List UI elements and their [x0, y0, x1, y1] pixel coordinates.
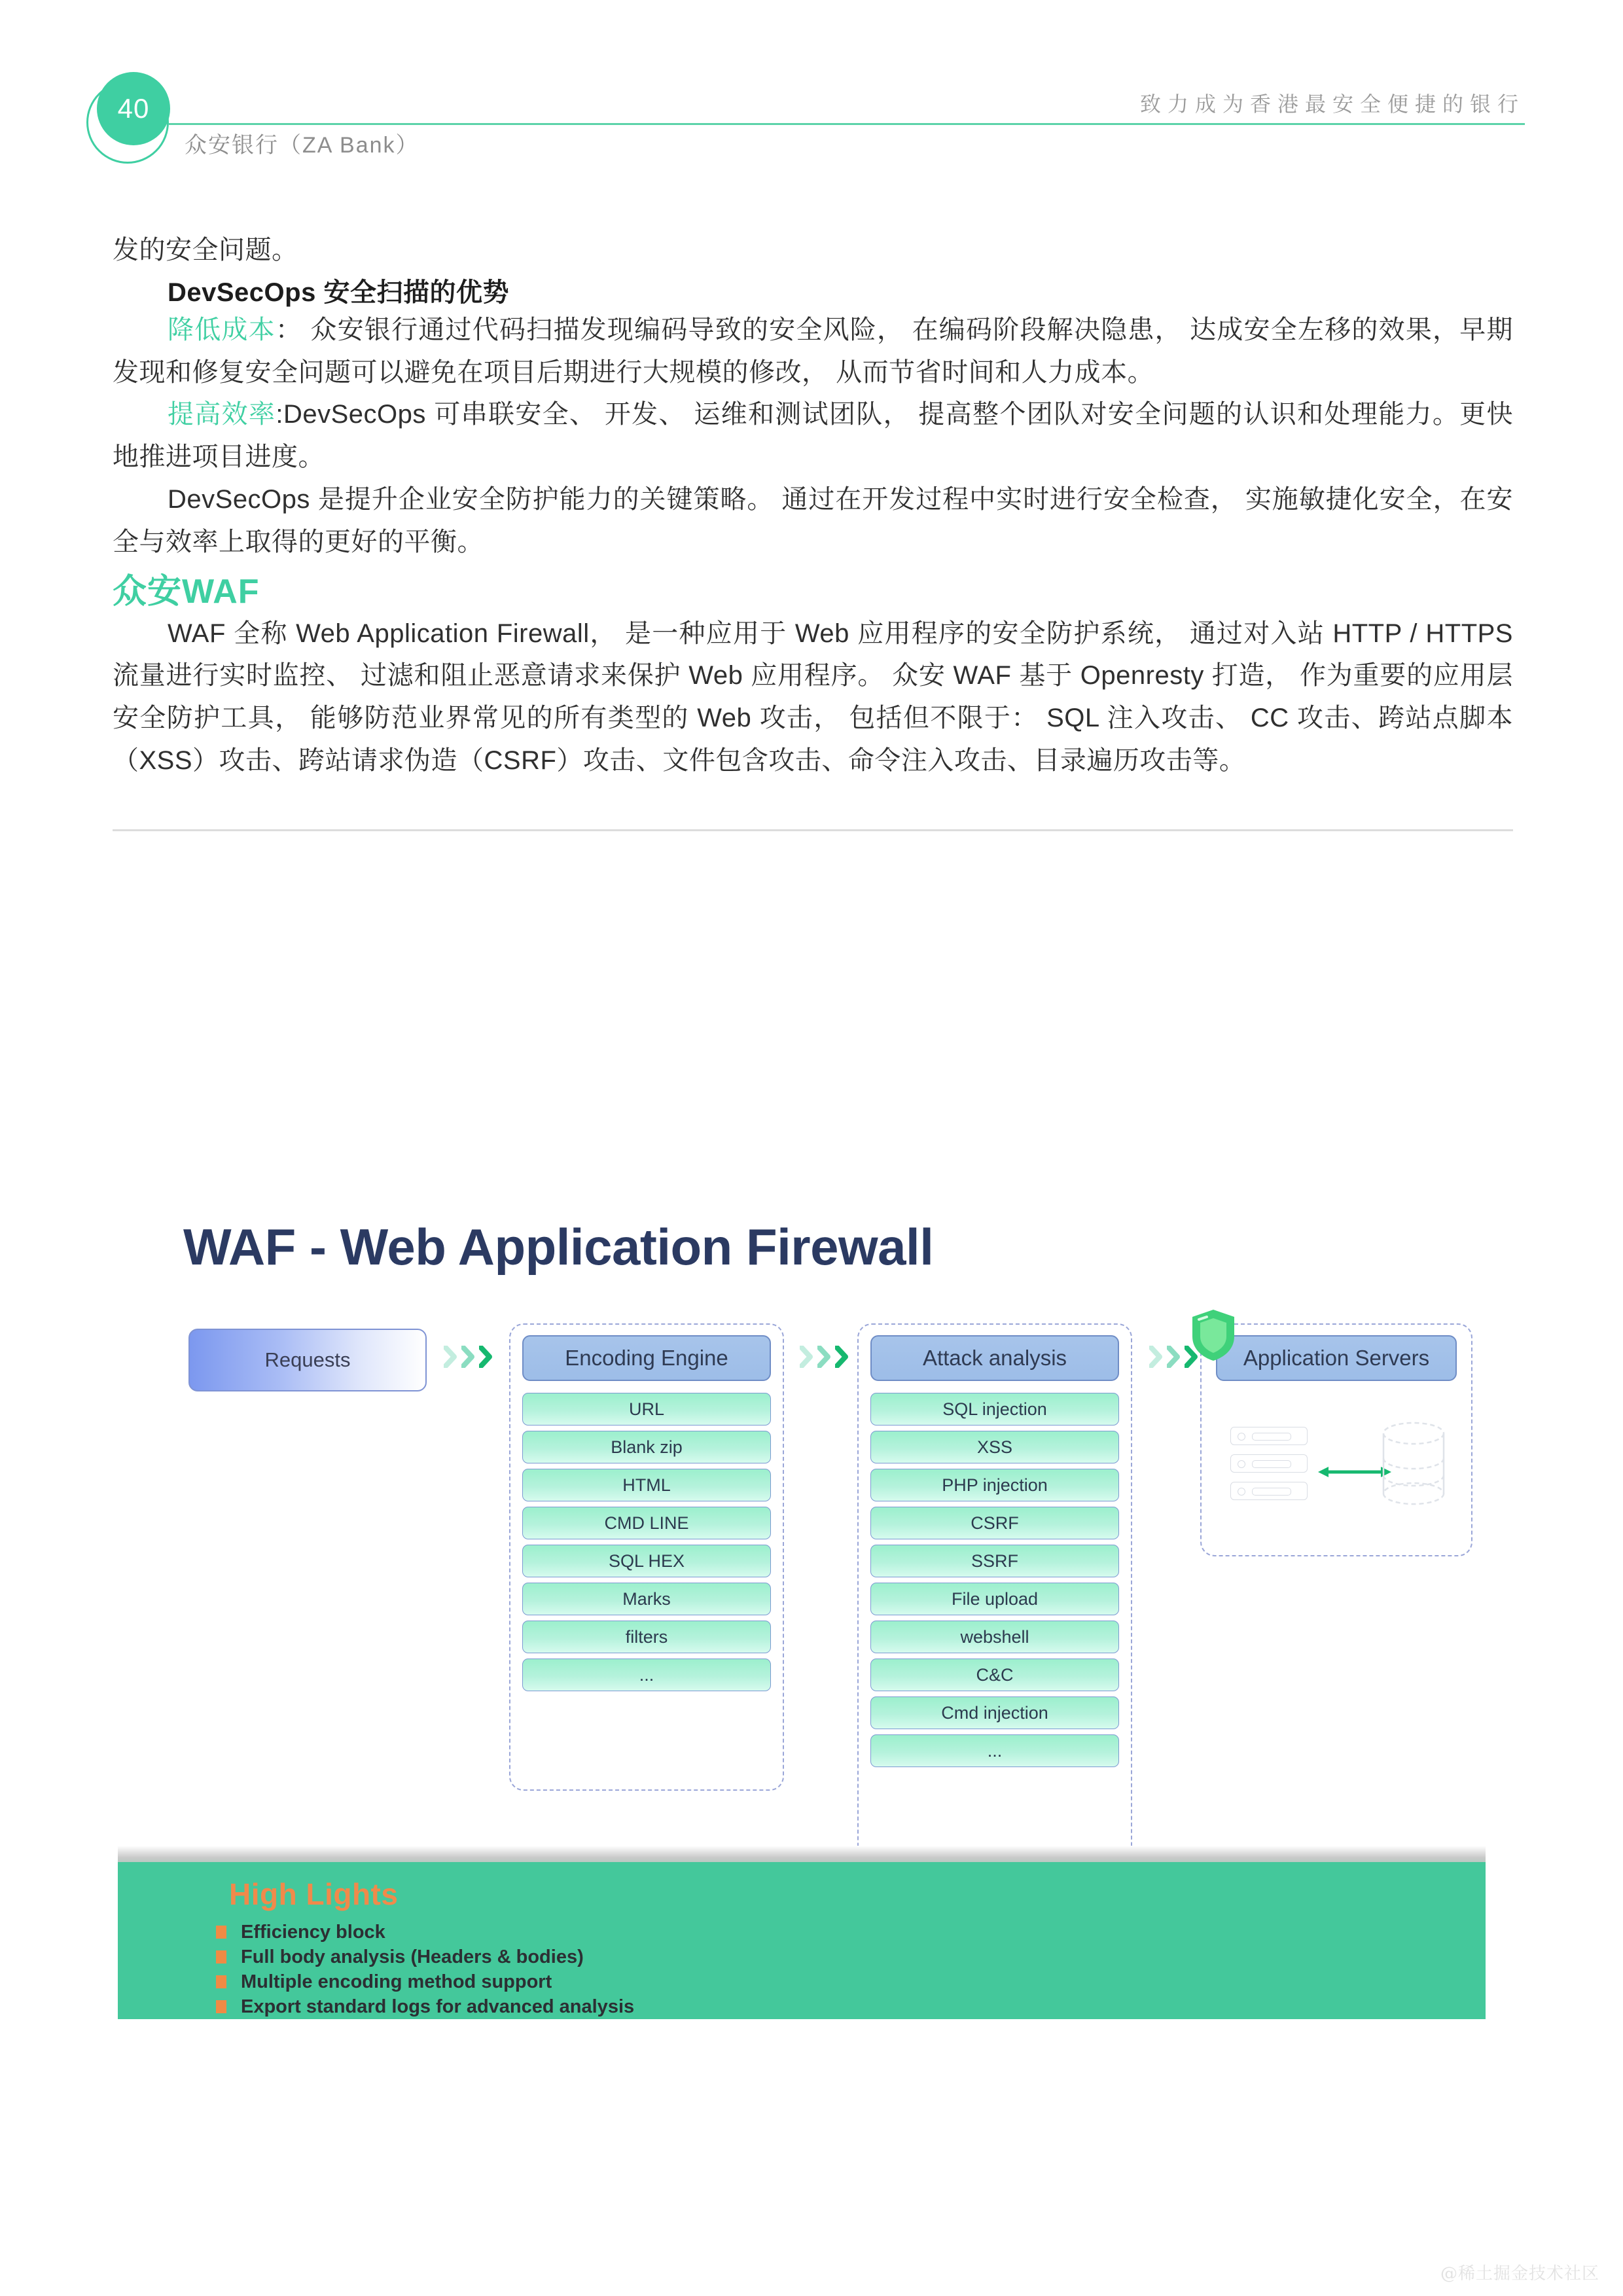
list-item: CMD LINE [522, 1507, 771, 1539]
bullet-square-icon [216, 1926, 226, 1939]
list-item: webshell [870, 1621, 1119, 1653]
paragraph-waf-overview: WAF 全称 Web Application Firewall， 是一种应用于 Web 应用程序的安全防护系统， 通过对入站 HTTP / HTTPS 流量进行实时监控、 过滤和阻止恶意请求来保护 Web 应用程序。 众安 WAF 基于 Openresty 打造， 作为重要的应用层安全防护工具， 能够防范业界常见的所有类型的 Web 攻击， 包括但不限于： SQL 注入攻击、 CC 攻击、跨站点脚本（XSS）攻击、跨站请求伪造（CSRF）攻击、文件包含攻击、命令注入攻击、目录遍历攻击等。 [113, 619, 1513, 775]
chevron-right-icon [800, 1346, 814, 1368]
figure-title: WAF - Web Application Firewall [183, 1218, 934, 1276]
server-unit-icon [1230, 1454, 1308, 1473]
panel-attack-analysis [857, 1323, 1132, 1868]
header-divider-line [169, 123, 1525, 125]
list-item: CSRF [870, 1507, 1119, 1539]
list-item: C&C [870, 1659, 1119, 1691]
server-unit-icon [1230, 1482, 1308, 1500]
bullet-square-icon [216, 1975, 226, 1988]
highlights-list [216, 1920, 634, 2019]
chevron-right-icon [1167, 1346, 1181, 1368]
header-tagline: 致力成为香港最安全便捷的银行 [1139, 92, 1525, 116]
document-content [113, 229, 1513, 831]
section-title-zhongan-waf: 众安WAF [113, 572, 260, 611]
chevron-right-icon [461, 1346, 476, 1368]
list-item: File upload [870, 1583, 1119, 1615]
list-item: SSRF [870, 1545, 1119, 1577]
highlights-title: High Lights [229, 1877, 399, 1911]
list-item: Blank zip [522, 1431, 771, 1463]
watermark: @稀土掘金技术社区 [1440, 2264, 1599, 2284]
server-unit-icon [1230, 1427, 1308, 1445]
requests-box: Requests [188, 1329, 427, 1391]
application-servers-illustration [1225, 1416, 1452, 1534]
highlight-text: Multiple encoding method support [241, 1971, 552, 1992]
page-header [0, 72, 1623, 158]
list-item: XSS [870, 1431, 1119, 1463]
chevron-right-icon [444, 1346, 458, 1368]
panel-encoding-engine-list [522, 1393, 771, 1691]
list-item [216, 1920, 634, 1945]
paragraph-efficiency [113, 393, 1513, 478]
panel-encoding-engine [509, 1323, 784, 1791]
chevron-right-icon [817, 1346, 832, 1368]
lead-in-lower-cost: 降低成本 [168, 315, 276, 344]
list-item [216, 1969, 634, 1994]
highlight-text: Efficiency block [241, 1921, 385, 1943]
list-item: SQL HEX [522, 1545, 771, 1577]
paragraph-lower-cost [113, 309, 1513, 394]
list-item: ... [522, 1659, 771, 1691]
database-icon [1380, 1420, 1448, 1507]
list-item: SQL injection [870, 1393, 1119, 1426]
content-figure-divider [113, 829, 1513, 831]
chevron-right-icon [479, 1346, 493, 1368]
page-number-badge: 40 [97, 72, 170, 145]
highlight-text: Full body analysis (Headers & bodies) [241, 1946, 584, 1967]
list-item: ... [870, 1734, 1119, 1767]
list-item: filters [522, 1621, 771, 1653]
list-item: URL [522, 1393, 771, 1426]
list-item [216, 1945, 634, 1969]
list-item: HTML [522, 1469, 771, 1501]
list-item: Marks [522, 1583, 771, 1615]
panel-application-servers-title: Application Servers [1216, 1335, 1457, 1381]
panel-application-servers [1200, 1323, 1472, 1556]
paragraph-efficiency-text: :DevSecOps 可串联安全、 开发、 运维和测试团队， 提高整个团队对安全问题的认识和处理能力。更快地推进项目进度。 [113, 400, 1514, 472]
chevron-right-icon [835, 1346, 849, 1368]
highlight-text: Export standard logs for advanced analysis [241, 1996, 635, 2017]
bullet-square-icon [216, 2000, 226, 2013]
highlights-band [118, 1862, 1486, 2019]
paragraph-lower-cost-text: ： 众安银行通过代码扫描发现编码导致的安全风险， 在编码阶段解决隐患， 达成安全左移的效果，早期发现和修复安全问题可以避免在项目后期进行大规模的修改， 从而节省时间和人力成本。 [113, 315, 1513, 387]
panel-attack-analysis-title: Attack analysis [870, 1335, 1119, 1381]
server-stack-icon [1230, 1427, 1308, 1509]
shield-icon [1190, 1308, 1237, 1363]
list-item: Cmd injection [870, 1696, 1119, 1729]
list-item: PHP injection [870, 1469, 1119, 1501]
flow-arrow-requests-to-encoding [444, 1346, 493, 1368]
panel-attack-analysis-list [870, 1393, 1119, 1767]
continued-paragraph: 发的安全问题。 [113, 236, 298, 264]
lead-in-efficiency: 提高效率 [168, 400, 276, 429]
highlights-top-shadow [118, 1846, 1486, 1863]
list-item [216, 1994, 634, 2019]
panel-encoding-engine-title: Encoding Engine [522, 1335, 771, 1381]
bullet-square-icon [216, 1950, 226, 1964]
subheading-devsecops: DevSecOps 安全扫描的优势 [168, 278, 509, 307]
header-organization: 众安银行（ZA Bank） [185, 133, 419, 158]
paragraph-devsecops-summary: DevSecOps 是提升企业安全防护能力的关键策略。 通过在开发过程中实时进行安全检查， 实施敏捷化安全，在安全与效率上取得的更好的平衡。 [113, 484, 1513, 556]
chevron-right-icon [1149, 1346, 1164, 1368]
flow-arrow-encoding-to-attack [800, 1346, 849, 1368]
